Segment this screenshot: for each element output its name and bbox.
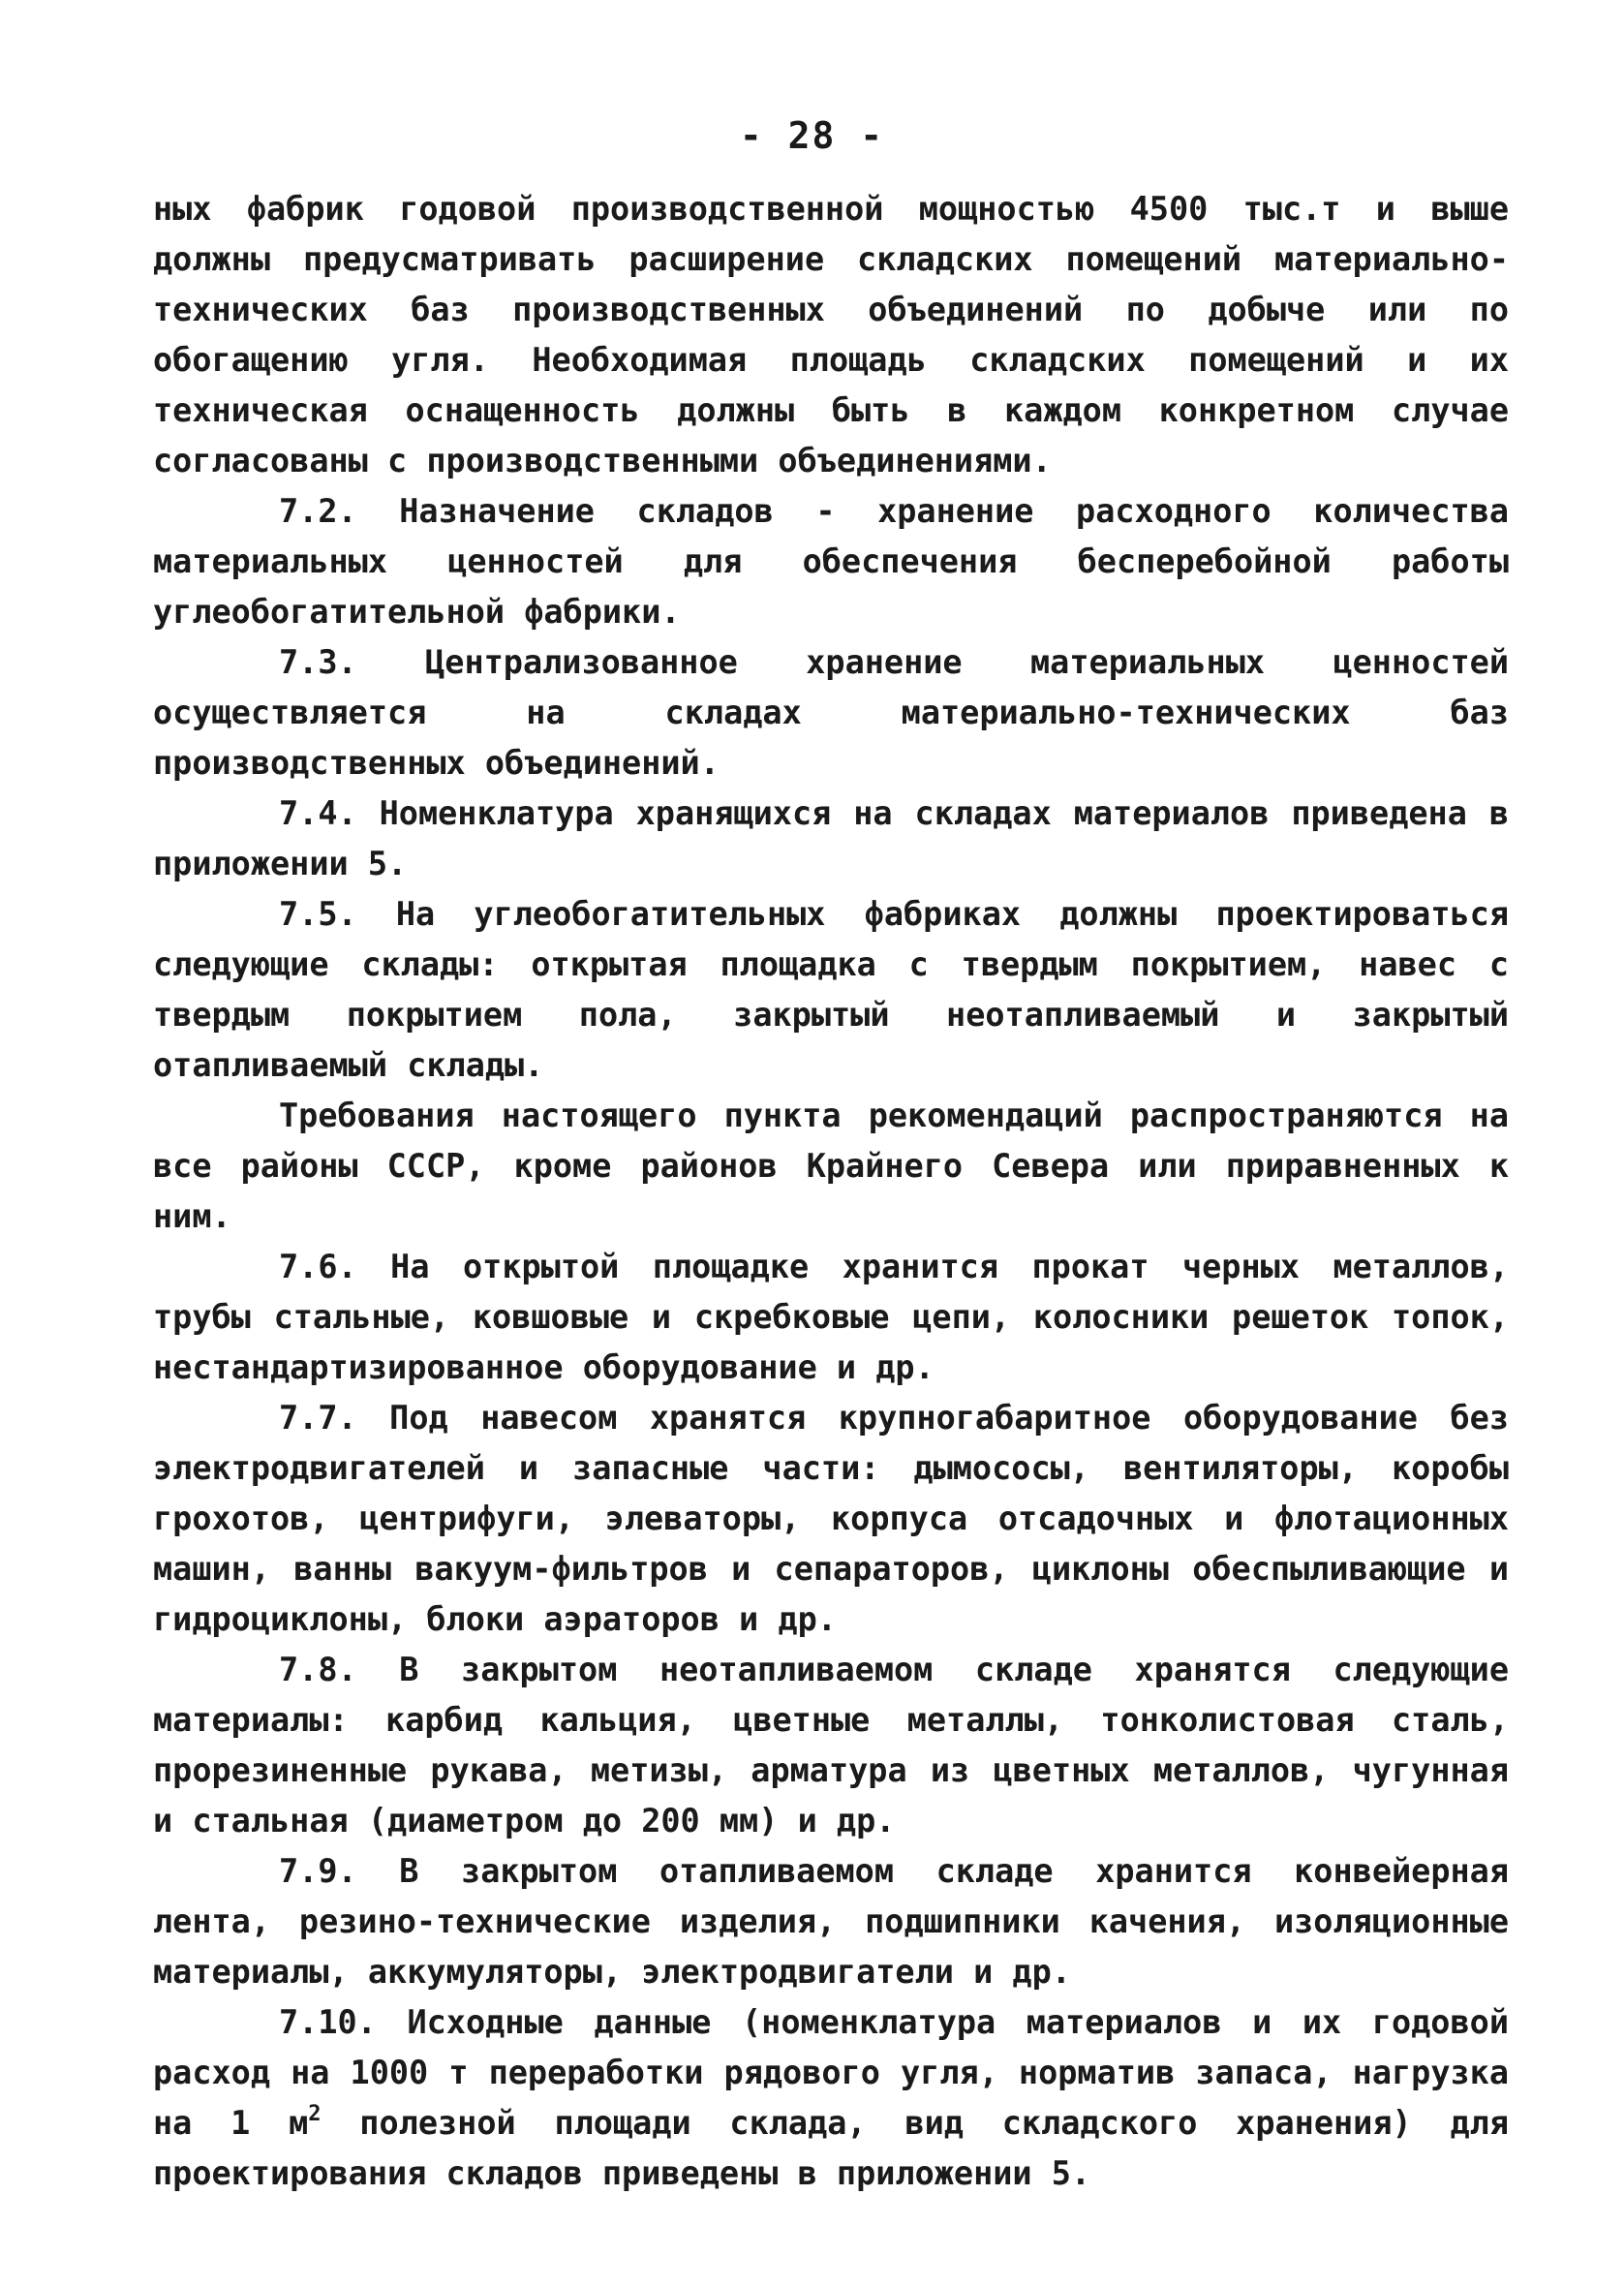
paragraph-7-5: 7.5. На углеобогатительных фабриках должны проектироваться следующие склады: открытая площадка с твердым покрытием, навес с твердым покрытием пола, закрытый неотапливаемый и закрытый отапливаемый склады. [153, 895, 1509, 1084]
paragraph-7-3: 7.3. Централизованное хранение материальных ценностей осуществляется на складах материально-технических баз производственных объединений. [153, 643, 1509, 782]
paragraph-7-4: 7.4. Номенклатура хранящихся на складах материалов приведена в приложении 5. [153, 794, 1509, 882]
paragraph-7-10-part-b: полезной площади склада, вид складского хранения) для проектирования складов приведены в приложении 5. [153, 2104, 1509, 2192]
paragraph-7-10 [153, 1997, 1509, 2199]
paragraph-continuation: ных фабрик годовой производственной мощностью 4500 тыс.т и выше должны предусматривать расширение складских помещений материально-технических баз производственных объединений по добыче или по обогащению угля. Необходимая площадь складских помещений и их техническая оснащенность должны быть в каждом конкретном случае согласованы с производственными объединениями. [153, 190, 1509, 479]
paragraph-requirements: Требования настоящего пункта рекомендаций распространяются на все районы СССР, кроме районов Крайнего Севера или приравненных к ним. [153, 1097, 1509, 1235]
paragraph-7-8: 7.8. В закрытом неотапливаемом складе хранятся следующие материалы: карбид кальция, цветные металлы, тонколистовая сталь, прорезиненные рукава, метизы, арматура из цветных металлов, чугунная и стальная (диаметром до 200 мм) и др. [153, 1651, 1509, 1840]
body-text [153, 184, 1509, 2199]
superscript-square: 2 [308, 2102, 322, 2126]
paragraph-7-10-part-a: 7.10. Исходные данные (номенклатура материалов и их годовой расход на 1000 т переработки рядового угля, норматив запаса, нагрузка на 1 м [153, 2003, 1509, 2142]
page-number: - 28 - [739, 114, 885, 157]
paragraph-7-9: 7.9. В закрытом отапливаемом складе хранится конвейерная лента, резино-технические изделия, подшипники качения, изоляционные материалы, аккумуляторы, электродвигатели и др. [153, 1852, 1509, 1991]
paragraph-7-7: 7.7. Под навесом хранятся крупногабаритное оборудование без электродвигателей и запасные части: дымососы, вентиляторы, коробы грохотов, центрифуги, элеваторы, корпуса отсадочных и флотационных машин, ванны вакуум-фильтров и сепараторов, циклоны обеспыливающие и гидроциклоны, блоки аэраторов и др. [153, 1399, 1509, 1638]
paragraph-7-2: 7.2. Назначение складов - хранение расходного количества материальных ценностей для обеспечения бесперебойной работы углеобогатительной фабрики. [153, 492, 1509, 631]
paragraph-7-6: 7.6. На открытой площадке хранится прокат черных металлов, трубы стальные, ковшовые и скребковые цепи, колосники решеток топок, нестандартизированное оборудование и др. [153, 1248, 1509, 1386]
